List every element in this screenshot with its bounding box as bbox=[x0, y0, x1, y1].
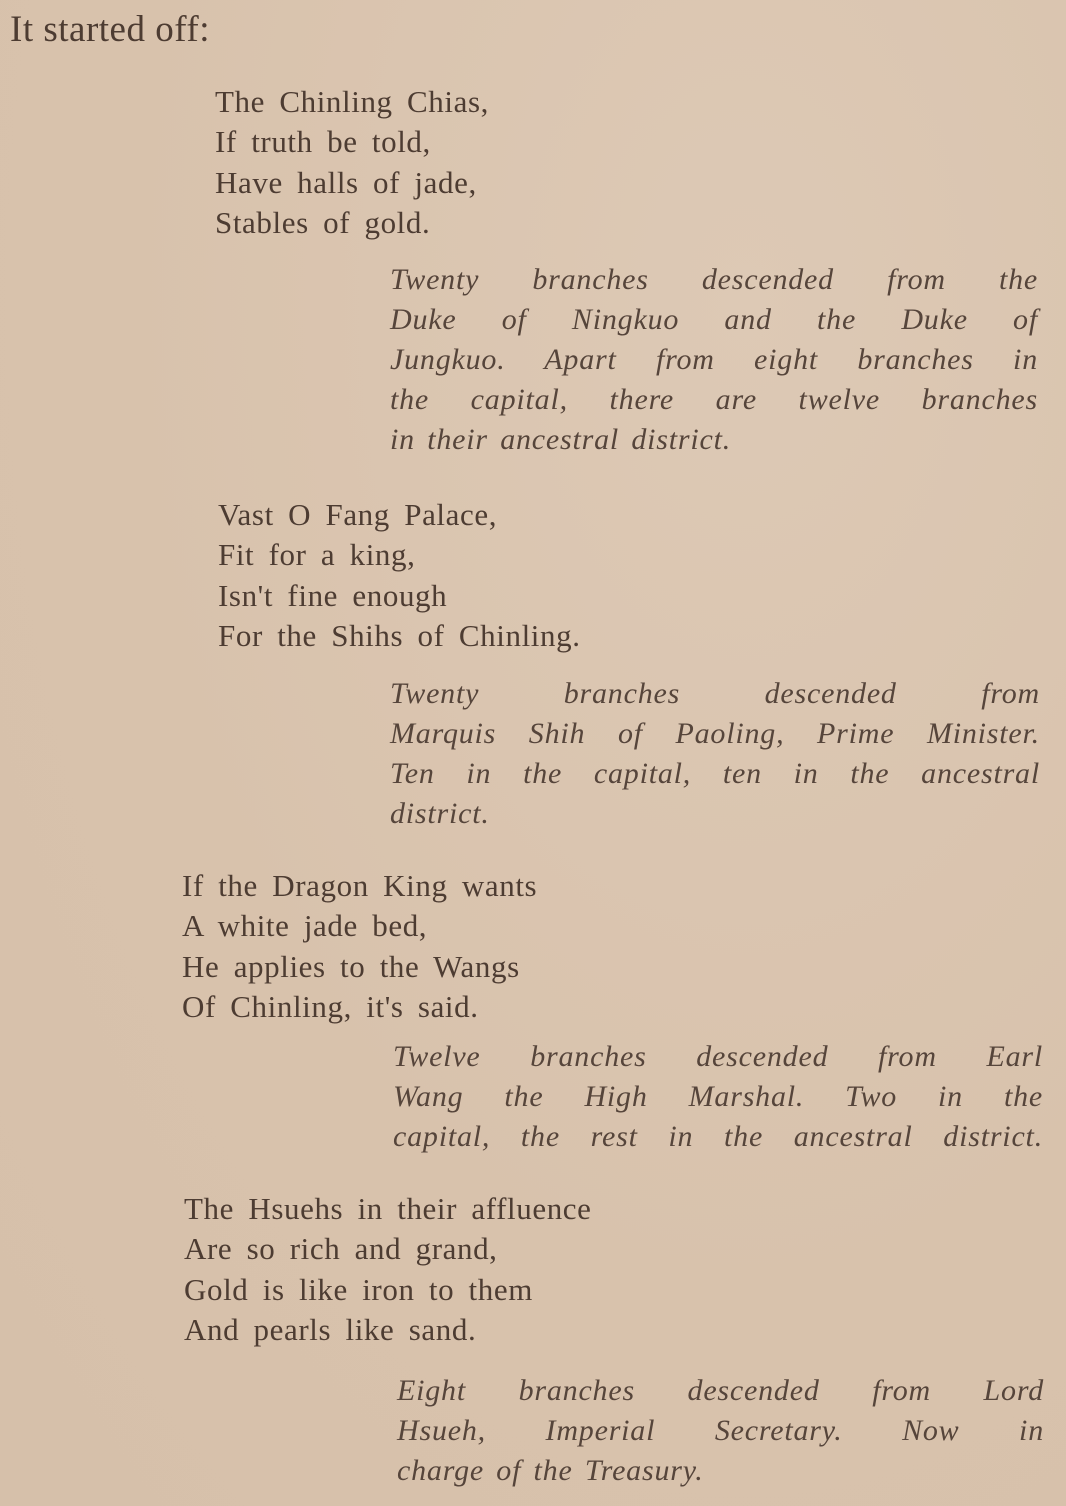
verse-line: If truth be told, bbox=[215, 124, 431, 160]
note-line: capital, the rest in the ancestral district. bbox=[393, 1120, 1043, 1153]
note-line: Duke of Ningkuo and the Duke of bbox=[390, 303, 1038, 336]
verse-line: Vast O Fang Palace, bbox=[218, 497, 498, 532]
note-line: the capital, there are twelve branches bbox=[390, 383, 1038, 416]
verse-shih bbox=[218, 495, 581, 656]
note-line: in their ancestral district. bbox=[390, 423, 732, 456]
verse-hsueh bbox=[184, 1189, 592, 1350]
note-line: Ten in the capital, ten in the ancestral bbox=[390, 757, 1040, 790]
note-chia bbox=[390, 260, 1038, 460]
note-hsueh bbox=[397, 1371, 1044, 1491]
note-line: Eight branches descended from Lord bbox=[397, 1374, 1044, 1407]
verse-line: Are so rich and grand, bbox=[184, 1231, 498, 1267]
verse-line: For the Shihs of Chinling. bbox=[218, 617, 581, 653]
note-line: Twenty branches descended from the bbox=[390, 263, 1038, 296]
verse-wang bbox=[182, 866, 537, 1027]
verse-line: He applies to the Wangs bbox=[182, 948, 520, 984]
note-line: Wang the High Marshal. Two in the bbox=[393, 1080, 1043, 1113]
note-line: Jungkuo. Apart from eight branches in bbox=[390, 343, 1038, 376]
note-line: district. bbox=[390, 797, 490, 830]
verse-line: Of Chinling, it's said. bbox=[182, 988, 479, 1024]
verse-line: Isn't fine enough bbox=[218, 577, 448, 613]
note-line: charge of the Treasury. bbox=[397, 1454, 704, 1487]
note-line: Twenty branches descended from bbox=[390, 677, 1040, 710]
note-wang bbox=[393, 1037, 1043, 1157]
verse-chia bbox=[215, 82, 489, 243]
verse-line: The Hsuehs in their affluence bbox=[184, 1191, 592, 1226]
verse-line: Stables of gold. bbox=[215, 204, 431, 240]
verse-line: Have halls of jade, bbox=[215, 164, 477, 200]
note-shih bbox=[390, 674, 1040, 834]
note-line: Twelve branches descended from Earl bbox=[393, 1040, 1043, 1073]
verse-line: Fit for a king, bbox=[218, 537, 416, 573]
note-line: Marquis Shih of Paoling, Prime Minister. bbox=[390, 717, 1040, 750]
verse-line: The Chinling Chias, bbox=[215, 84, 489, 119]
verse-line: Gold is like iron to them bbox=[184, 1271, 533, 1307]
verse-line: If the Dragon King wants bbox=[182, 868, 538, 903]
verse-line: And pearls like sand. bbox=[184, 1311, 477, 1347]
verse-line: A white jade bed, bbox=[182, 908, 428, 944]
note-line: Hsueh, Imperial Secretary. Now in bbox=[397, 1414, 1044, 1447]
intro-line: It started off: bbox=[10, 9, 210, 50]
